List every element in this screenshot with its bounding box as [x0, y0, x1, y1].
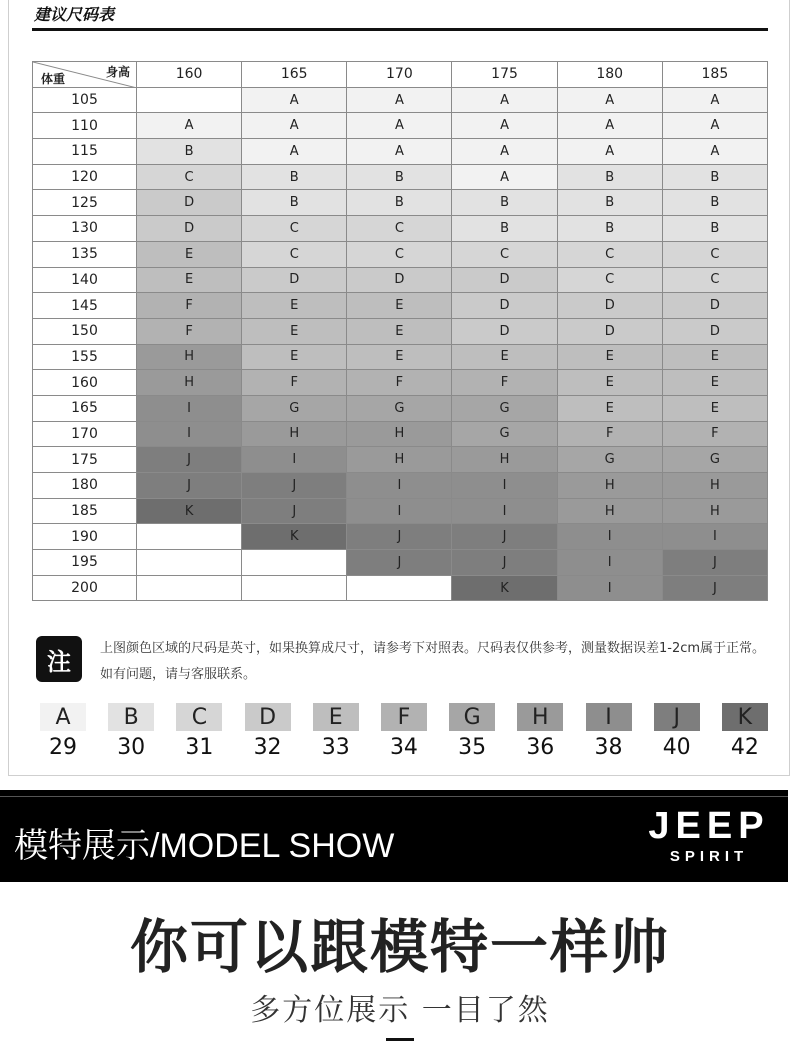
size-cell: C	[242, 241, 347, 267]
size-cell	[347, 575, 452, 601]
legend-swatch: C	[176, 703, 222, 731]
logo-main-text: JEEP	[648, 805, 770, 847]
size-cell: D	[242, 267, 347, 293]
size-cell	[137, 550, 242, 576]
legend-swatch: A	[40, 703, 86, 731]
size-table	[32, 61, 768, 601]
size-cell: J	[242, 473, 347, 499]
table-row	[33, 421, 768, 447]
table-row	[33, 524, 768, 550]
weight-cell: 175	[33, 447, 137, 473]
size-cell: I	[662, 524, 767, 550]
size-cell: I	[347, 473, 452, 499]
size-cell: E	[662, 344, 767, 370]
size-cell: G	[557, 447, 662, 473]
size-cell: A	[137, 113, 242, 139]
table-row	[33, 395, 768, 421]
table-corner-cell	[33, 62, 137, 88]
height-header-180: 180	[557, 62, 662, 88]
table-row	[33, 113, 768, 139]
size-cell: H	[347, 421, 452, 447]
legend-swatch: B	[108, 703, 154, 731]
legend-item	[243, 703, 293, 760]
weight-cell: 200	[33, 575, 137, 601]
table-row	[33, 293, 768, 319]
height-header-185: 185	[662, 62, 767, 88]
size-cell: B	[452, 190, 557, 216]
size-legend	[38, 703, 770, 760]
size-cell: E	[242, 344, 347, 370]
size-cell: A	[452, 139, 557, 165]
table-row	[33, 190, 768, 216]
size-cell: H	[662, 473, 767, 499]
size-cell: A	[557, 113, 662, 139]
size-cell: A	[452, 164, 557, 190]
size-cell: B	[347, 190, 452, 216]
table-header-row	[33, 62, 768, 88]
weight-cell: 120	[33, 164, 137, 190]
size-cell: J	[347, 550, 452, 576]
size-cell: E	[137, 267, 242, 293]
size-cell: A	[557, 87, 662, 113]
size-cell: A	[452, 113, 557, 139]
size-cell: C	[557, 267, 662, 293]
size-cell: I	[557, 524, 662, 550]
size-cell: G	[452, 395, 557, 421]
size-cell: F	[137, 293, 242, 319]
table-row	[33, 318, 768, 344]
table-row	[33, 498, 768, 524]
size-cell: E	[662, 370, 767, 396]
legend-inch-value: 33	[321, 735, 350, 760]
legend-swatch: K	[722, 703, 768, 731]
legend-inch-value: 34	[389, 735, 418, 760]
weight-cell: 195	[33, 550, 137, 576]
size-cell: D	[452, 318, 557, 344]
legend-swatch: J	[654, 703, 700, 731]
size-cell: A	[662, 139, 767, 165]
size-cell: J	[347, 524, 452, 550]
table-row	[33, 550, 768, 576]
table-row	[33, 241, 768, 267]
size-cell: B	[137, 139, 242, 165]
size-cell: I	[347, 498, 452, 524]
size-cell: G	[347, 395, 452, 421]
size-cell: D	[557, 318, 662, 344]
table-body	[33, 87, 768, 601]
size-cell: J	[452, 524, 557, 550]
height-axis-label: 身高	[105, 65, 130, 79]
table-row	[33, 164, 768, 190]
size-cell	[242, 575, 347, 601]
size-cell: D	[347, 267, 452, 293]
size-cell: C	[452, 241, 557, 267]
weight-cell: 180	[33, 473, 137, 499]
size-cell: H	[557, 498, 662, 524]
size-cell: B	[347, 164, 452, 190]
note-text: 上图颜色区域的尺码是英寸，如果换算成尺寸，请参考下对照表。尺码表仅供参考，测量数据误差1-2cm属于正常。如有问题，请与客服联系。	[100, 641, 766, 682]
weight-cell: 130	[33, 216, 137, 242]
size-cell: H	[347, 447, 452, 473]
legend-item	[447, 703, 497, 760]
size-cell: D	[452, 293, 557, 319]
size-cell: D	[452, 267, 557, 293]
size-cell: F	[137, 318, 242, 344]
legend-item	[584, 703, 634, 760]
legend-swatch: H	[517, 703, 563, 731]
weight-cell: 185	[33, 498, 137, 524]
weight-cell: 150	[33, 318, 137, 344]
decorative-dash	[386, 1038, 414, 1041]
logo-sub-text: SPIRIT	[669, 848, 749, 865]
size-cell: G	[662, 447, 767, 473]
table-row	[33, 344, 768, 370]
weight-cell: 140	[33, 267, 137, 293]
height-header-170: 170	[347, 62, 452, 88]
size-cell: D	[662, 318, 767, 344]
note-badge: 注	[36, 636, 82, 682]
size-cell: I	[137, 421, 242, 447]
weight-cell: 115	[33, 139, 137, 165]
size-cell: A	[242, 139, 347, 165]
size-cell: A	[557, 139, 662, 165]
legend-inch-value: 35	[458, 735, 487, 760]
size-cell: A	[347, 139, 452, 165]
size-cell: B	[662, 190, 767, 216]
size-cell: C	[347, 216, 452, 242]
legend-inch-value: 32	[253, 735, 282, 760]
size-cell: I	[452, 498, 557, 524]
size-cell: B	[452, 216, 557, 242]
model-show-banner	[0, 790, 788, 882]
size-cell: I	[557, 575, 662, 601]
size-cell: F	[557, 421, 662, 447]
size-cell: E	[557, 370, 662, 396]
size-cell: K	[137, 498, 242, 524]
size-cell: G	[452, 421, 557, 447]
legend-swatch: I	[586, 703, 632, 731]
legend-inch-value: 42	[730, 735, 759, 760]
section-title: 建议尺码表	[34, 5, 115, 24]
legend-inch-value: 38	[594, 735, 623, 760]
size-cell: C	[347, 241, 452, 267]
legend-item	[515, 703, 565, 760]
size-cell: C	[137, 164, 242, 190]
title-divider	[32, 28, 768, 31]
size-cell: B	[557, 216, 662, 242]
jeep-spirit-logo	[644, 806, 774, 865]
table-row	[33, 447, 768, 473]
size-cell: B	[557, 190, 662, 216]
size-cell: F	[347, 370, 452, 396]
legend-item	[652, 703, 702, 760]
size-cell: E	[557, 395, 662, 421]
legend-item	[311, 703, 361, 760]
weight-cell: 165	[33, 395, 137, 421]
size-cell	[137, 87, 242, 113]
size-cell	[137, 575, 242, 601]
size-cell: E	[347, 344, 452, 370]
size-cell	[137, 524, 242, 550]
size-cell: C	[557, 241, 662, 267]
height-header-160: 160	[137, 62, 242, 88]
legend-inch-value: 40	[662, 735, 691, 760]
banner-rule	[0, 796, 788, 797]
weight-cell: 170	[33, 421, 137, 447]
size-cell: E	[347, 318, 452, 344]
height-header-165: 165	[242, 62, 347, 88]
size-cell: A	[242, 113, 347, 139]
legend-item	[174, 703, 224, 760]
size-cell: I	[557, 550, 662, 576]
size-cell: A	[242, 87, 347, 113]
size-cell: H	[137, 344, 242, 370]
size-cell: G	[242, 395, 347, 421]
table-row	[33, 575, 768, 601]
weight-cell: 190	[33, 524, 137, 550]
size-cell: J	[137, 447, 242, 473]
table-row	[33, 139, 768, 165]
size-cell: B	[242, 164, 347, 190]
legend-item	[720, 703, 770, 760]
size-cell: J	[137, 473, 242, 499]
legend-swatch: G	[449, 703, 495, 731]
table-row	[33, 370, 768, 396]
size-cell: B	[557, 164, 662, 190]
size-cell: E	[137, 241, 242, 267]
size-cell: C	[662, 241, 767, 267]
table-row	[33, 473, 768, 499]
size-cell: H	[242, 421, 347, 447]
size-cell: D	[662, 293, 767, 319]
legend-swatch: F	[381, 703, 427, 731]
size-cell: E	[347, 293, 452, 319]
weight-cell: 110	[33, 113, 137, 139]
legend-inch-value: 30	[117, 735, 146, 760]
size-cell: A	[662, 113, 767, 139]
size-cell: C	[242, 216, 347, 242]
weight-cell: 135	[33, 241, 137, 267]
size-cell: A	[347, 87, 452, 113]
size-cell: I	[242, 447, 347, 473]
size-cell: H	[452, 447, 557, 473]
weight-cell: 125	[33, 190, 137, 216]
size-cell: E	[242, 293, 347, 319]
size-cell: F	[242, 370, 347, 396]
legend-inch-value: 31	[185, 735, 214, 760]
size-cell: F	[662, 421, 767, 447]
size-cell: D	[137, 216, 242, 242]
size-cell: F	[452, 370, 557, 396]
size-cell: D	[557, 293, 662, 319]
size-cell: J	[662, 550, 767, 576]
legend-item	[106, 703, 156, 760]
size-cell: K	[452, 575, 557, 601]
size-cell: D	[137, 190, 242, 216]
size-cell: E	[452, 344, 557, 370]
size-cell: C	[662, 267, 767, 293]
size-cell: J	[242, 498, 347, 524]
size-cell: J	[452, 550, 557, 576]
legend-item	[38, 703, 88, 760]
table-row	[33, 216, 768, 242]
size-cell: H	[557, 473, 662, 499]
legend-item	[379, 703, 429, 760]
legend-swatch: E	[313, 703, 359, 731]
height-header-175: 175	[452, 62, 557, 88]
size-cell: B	[662, 216, 767, 242]
weight-cell: 105	[33, 87, 137, 113]
size-cell: B	[242, 190, 347, 216]
size-cell: E	[557, 344, 662, 370]
weight-cell: 145	[33, 293, 137, 319]
size-cell: A	[452, 87, 557, 113]
size-cell: E	[662, 395, 767, 421]
size-cell: A	[347, 113, 452, 139]
legend-inch-value: 29	[49, 735, 77, 760]
size-cell: J	[662, 575, 767, 601]
legend-swatch: D	[245, 703, 291, 731]
size-cell: H	[137, 370, 242, 396]
weight-cell: 160	[33, 370, 137, 396]
legend-inch-value: 36	[526, 735, 555, 760]
size-cell	[242, 550, 347, 576]
banner-title: 模特展示/MODEL SHOW	[14, 827, 395, 865]
weight-axis-label: 体重	[41, 71, 66, 86]
table-row	[33, 87, 768, 113]
size-cell: B	[662, 164, 767, 190]
headline: 你可以跟模特一样帅	[129, 913, 670, 981]
size-cell: H	[662, 498, 767, 524]
size-cell: I	[137, 395, 242, 421]
subline: 多方位展示 一目了然	[250, 993, 550, 1028]
size-cell: E	[242, 318, 347, 344]
size-cell: A	[662, 87, 767, 113]
weight-cell: 155	[33, 344, 137, 370]
size-cell: K	[242, 524, 347, 550]
table-row	[33, 267, 768, 293]
size-cell: I	[452, 473, 557, 499]
